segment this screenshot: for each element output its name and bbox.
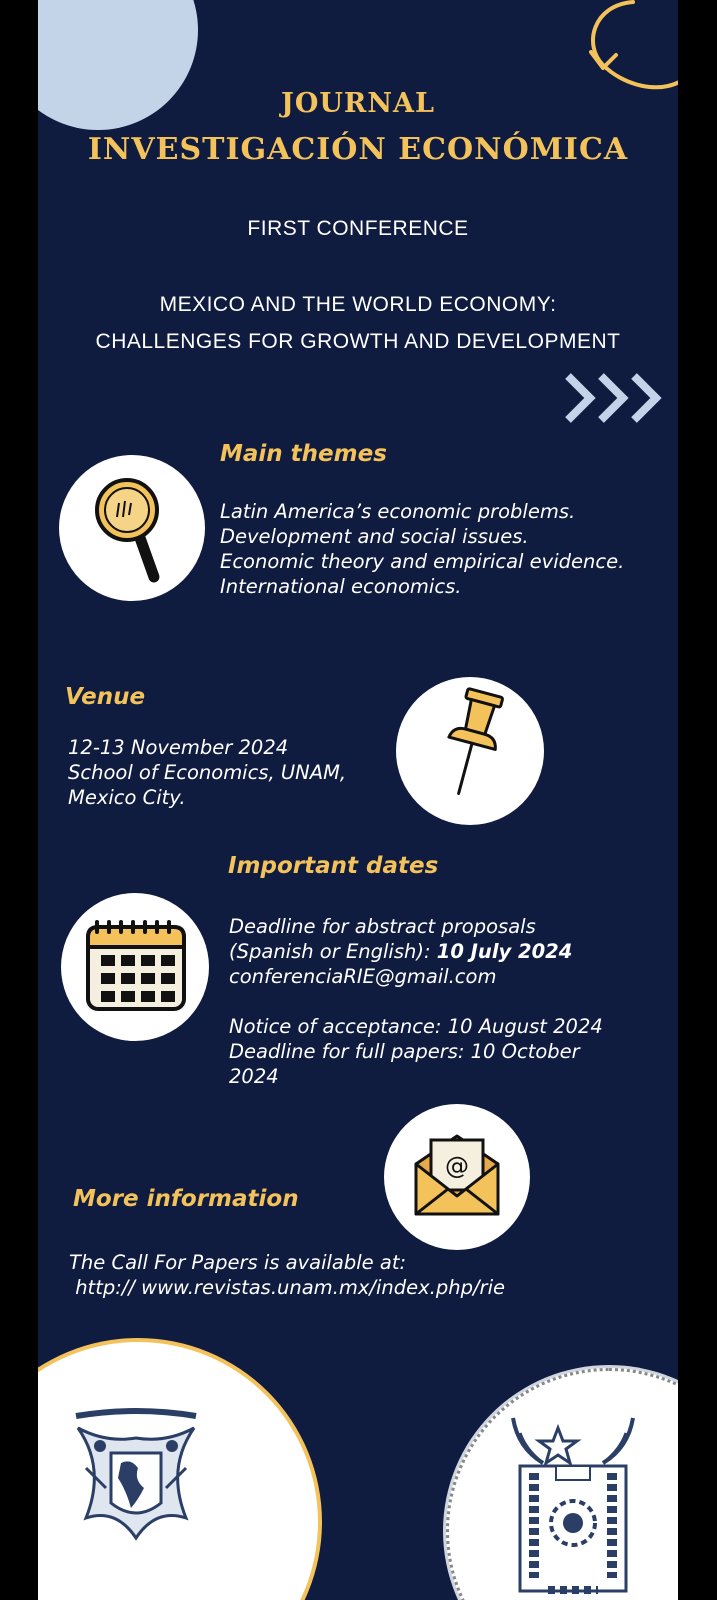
poster bbox=[38, 0, 678, 1600]
call-for-papers-url[interactable]: http:// www.revistas.unam.mx/index.php/rie bbox=[69, 1276, 505, 1299]
acceptance-notice: Notice of acceptance: 10 August 2024 bbox=[229, 1015, 603, 1038]
magnifying-glass-icon bbox=[59, 455, 205, 601]
abstract-deadline-date: 10 July 2024 bbox=[436, 940, 573, 963]
more-info-heading: More information bbox=[73, 1186, 299, 1212]
chevron-arrows-icon bbox=[563, 372, 673, 424]
venue-heading: Venue bbox=[65, 684, 146, 710]
main-themes-list bbox=[220, 499, 624, 599]
abstract-deadline-line1: Deadline for abstract proposals bbox=[229, 915, 536, 938]
abstract-deadline-prefix: (Spanish or English): bbox=[229, 940, 437, 963]
facultad-de-economia-logo bbox=[508, 1408, 638, 1598]
dates-icon-circle bbox=[61, 893, 209, 1041]
main-themes-heading: Main themes bbox=[220, 441, 387, 467]
theme-item: Economic theory and empirical evidence. bbox=[220, 550, 625, 573]
journal-title: INVESTIGACIÓN ECONÓMICA bbox=[87, 132, 629, 167]
conference-label: FIRST CONFERENCE bbox=[247, 217, 469, 240]
important-dates-heading: Important dates bbox=[228, 853, 439, 879]
important-dates-details bbox=[229, 914, 603, 1089]
journal-label: JOURNAL bbox=[281, 88, 435, 119]
venue-city: Mexico City. bbox=[68, 786, 186, 809]
full-papers-deadline-line1: Deadline for full papers: 10 October bbox=[229, 1040, 580, 1063]
calendar-icon bbox=[61, 893, 209, 1041]
more-info-icon-circle bbox=[384, 1104, 530, 1250]
spacer bbox=[229, 989, 603, 1014]
more-info-details bbox=[69, 1250, 505, 1300]
venue-icon-circle bbox=[396, 677, 544, 825]
svg-text:@: @ bbox=[445, 1152, 469, 1180]
unam-seal-logo bbox=[66, 1408, 206, 1548]
theme-item: International economics. bbox=[220, 575, 462, 598]
full-papers-deadline-line2: 2024 bbox=[229, 1065, 279, 1088]
curved-arrow-decoration bbox=[558, 0, 678, 100]
email-envelope-icon bbox=[384, 1104, 530, 1250]
conference-topic-line1: MEXICO AND THE WORLD ECONOMY: bbox=[159, 293, 557, 316]
abstract-deadline-line2 bbox=[229, 939, 603, 964]
venue-place: School of Economics, UNAM, bbox=[68, 761, 347, 784]
venue-dates: 12-13 November 2024 bbox=[68, 736, 289, 759]
main-themes-icon-circle bbox=[59, 455, 205, 601]
theme-item: Development and social issues. bbox=[220, 525, 529, 548]
theme-item: Latin America’s economic problems. bbox=[220, 500, 576, 523]
venue-details bbox=[68, 735, 346, 810]
call-for-papers-text: The Call For Papers is available at: bbox=[69, 1251, 407, 1274]
conference-topic-line2: CHALLENGES FOR GROWTH AND DEVELOPMENT bbox=[95, 330, 621, 353]
pushpin-icon bbox=[396, 677, 544, 825]
contact-email: conferenciaRIE@gmail.com bbox=[229, 965, 497, 988]
